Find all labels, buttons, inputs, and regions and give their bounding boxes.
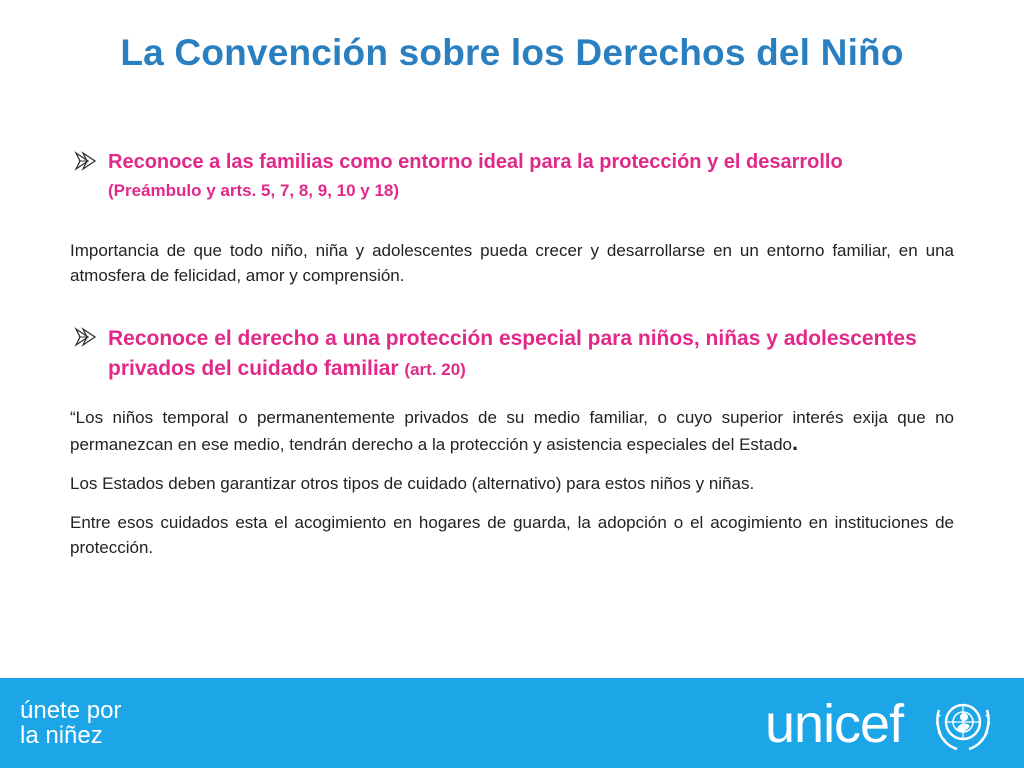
tagline-line1: únete por bbox=[20, 697, 122, 724]
paragraph-care-types: Entre esos cuidados esta el acogimiento en hogares de guarda, la adopción o el acogimiento en instituciones de protección. bbox=[70, 513, 954, 557]
bullet-families bbox=[70, 148, 954, 205]
unicef-logo bbox=[765, 692, 1005, 756]
logo-wordmark: unicef bbox=[765, 694, 904, 754]
bullet-families-text: Reconoce a las familias como entorno ideal para la protección y el desarrollo bbox=[108, 151, 843, 173]
footer-tagline bbox=[20, 698, 121, 748]
bullet-special-protection-ref: (art. 20) bbox=[404, 360, 466, 379]
quote-text: “Los niños temporal o permanentemente privados de su medio familiar, o cuyo superior interés exija que no permanezcan en ese medio, tendrán derecho a la protección y asistencia especiales del Estado bbox=[70, 408, 954, 454]
bullet-special-protection bbox=[70, 324, 954, 385]
arrow-bullet-icon bbox=[74, 150, 96, 172]
bullet-special-protection-text: Reconoce el derecho a una protección especial para niños, niñas y adolescentes privados del cuidado familiar bbox=[108, 327, 917, 380]
bullet-families-ref: (Preámbulo y arts. 5, 7, 8, 9, 10 y 18) bbox=[108, 181, 400, 200]
paragraph-importance: Importancia de que todo niño, niña y adolescentes pueda crecer y desarrollarse en un entorno familiar, en una atmosfera de felicidad, amor y comprensión. bbox=[70, 241, 954, 285]
paragraph-states: Los Estados deben garantizar otros tipos de cuidado (alternativo) para estos niños y niñas. bbox=[70, 474, 755, 493]
paragraph-quote bbox=[70, 405, 954, 457]
footer-bar bbox=[0, 678, 1024, 768]
arrow-bullet-icon bbox=[74, 326, 96, 348]
slide-content bbox=[70, 148, 954, 560]
unicef-emblem-icon bbox=[933, 696, 993, 752]
tagline-line2: la niñez bbox=[20, 722, 103, 749]
slide-title: La Convención sobre los Derechos del Niño bbox=[120, 32, 904, 73]
quote-end: . bbox=[792, 430, 799, 455]
